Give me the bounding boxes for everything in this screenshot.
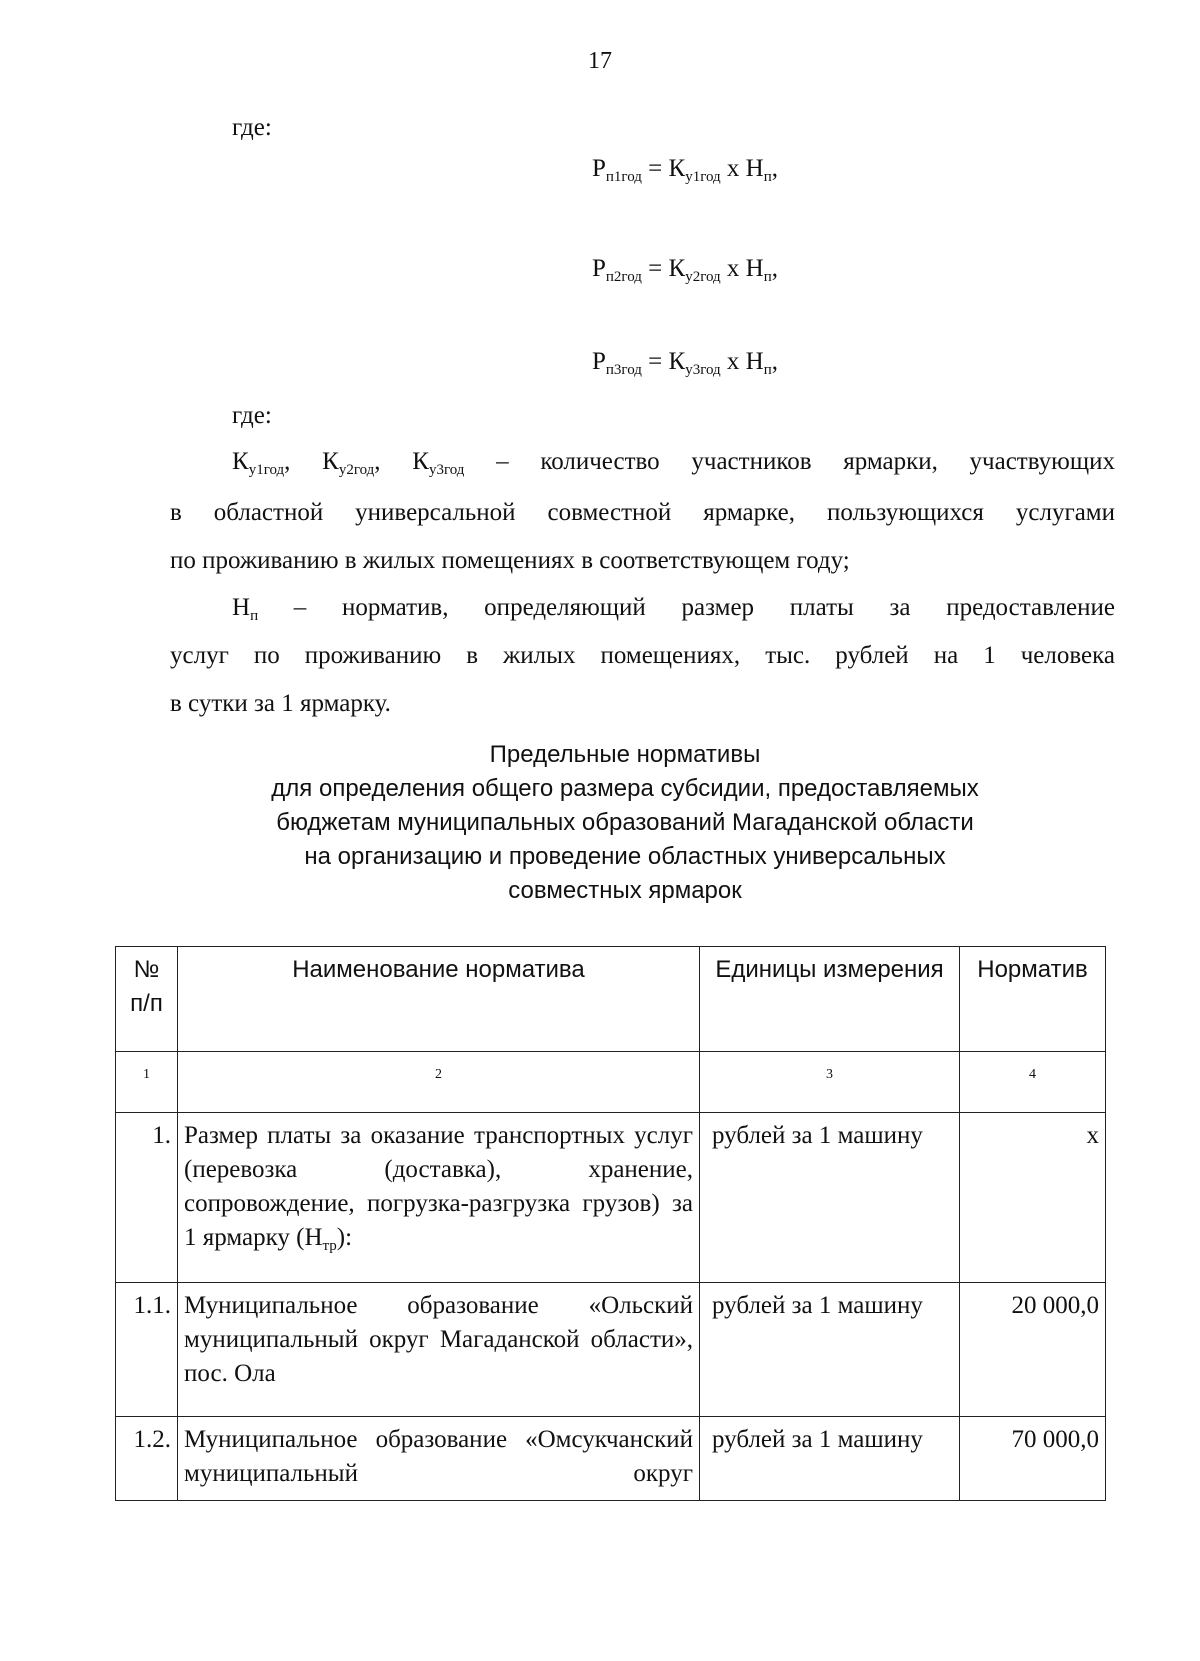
para1-line2: в областной универсальной совместной ярмарке, пользующихся услугами xyxy=(170,499,1115,526)
row-name: Размер платы за оказание транспортных услуг (перевозка (доставка), хранение, сопровождение, погрузка-разгрузка грузов) за 1 ярмарку $(Н_{тр})$: xyxy=(178,1113,700,1283)
formula-2: $Р_{п2год} = К_{у2год}$ х $Н_п$, xyxy=(591,255,779,285)
row-unit: рублей за 1 машину xyxy=(700,1417,960,1501)
table-header-row xyxy=(116,947,1106,1052)
row-num: 1.2. xyxy=(116,1417,178,1501)
table-row xyxy=(116,1113,1106,1283)
page-number: 17 xyxy=(588,48,612,74)
norms-title xyxy=(0,738,1200,908)
title-line: для определения общего размера субсидии, предоставляемых xyxy=(271,775,979,802)
col-number: 4 xyxy=(960,1052,1106,1113)
header-num: № п/п xyxy=(116,947,178,1052)
col-number: 2 xyxy=(178,1052,700,1113)
row-name: Муниципальное образование «Ольский муниципальный округ Магаданской области», пос. Ола xyxy=(178,1283,700,1417)
para2-line3: в сутки за 1 ярмарку. xyxy=(170,690,391,717)
formula-3: $Р_{п3год} = К_{у3год}$ х $Н_п$, xyxy=(591,348,779,378)
header-value: Норматив xyxy=(960,947,1106,1052)
row-value: 70 000,0 xyxy=(960,1417,1106,1501)
title-line: на организацию и проведение областных универсальных xyxy=(304,843,946,870)
header-name: Наименование норматива xyxy=(178,947,700,1052)
para2-line1: $Н_п$ – норматив, определяющий размер платы за предоставление xyxy=(232,594,1115,624)
row-unit: рублей за 1 машину xyxy=(700,1113,960,1283)
where-label-1: где: xyxy=(232,114,272,141)
title-line: совместных ярмарок xyxy=(508,877,742,904)
title-line: Предельные нормативы xyxy=(489,741,761,768)
para2-line2: услуг по проживанию в жилых помещениях, тыс. рублей на 1 человека xyxy=(170,642,1115,669)
row-value: х xyxy=(960,1113,1106,1283)
formula-1: $Р_{п1год} = К_{у1год}$ х $Н_п$, xyxy=(591,155,779,185)
where-label-2: где: xyxy=(232,402,272,429)
norms-table xyxy=(115,946,1106,1501)
col-number: 1 xyxy=(116,1052,178,1113)
table-row xyxy=(116,1417,1106,1501)
col-number: 3 xyxy=(700,1052,960,1113)
table-row xyxy=(116,1283,1106,1417)
header-unit: Единицы измерения xyxy=(700,947,960,1052)
para1-line3: по проживанию в жилых помещениях в соответствующем году; xyxy=(170,547,850,574)
row-unit: рублей за 1 машину xyxy=(700,1283,960,1417)
row-value: 20 000,0 xyxy=(960,1283,1106,1417)
row-name: Муниципальное образование «Омсукчанский муниципальный округ xyxy=(178,1417,700,1501)
row-num: 1.1. xyxy=(116,1283,178,1417)
row-num: 1. xyxy=(116,1113,178,1283)
title-line: бюджетам муниципальных образований Магаданской области xyxy=(276,809,974,836)
para1-line1: $К_{у1год}$, $К_{у2год}$, $К_{у3год}$ – количество участников ярмарки, участвующих xyxy=(232,448,1115,478)
column-number-row xyxy=(116,1052,1106,1113)
